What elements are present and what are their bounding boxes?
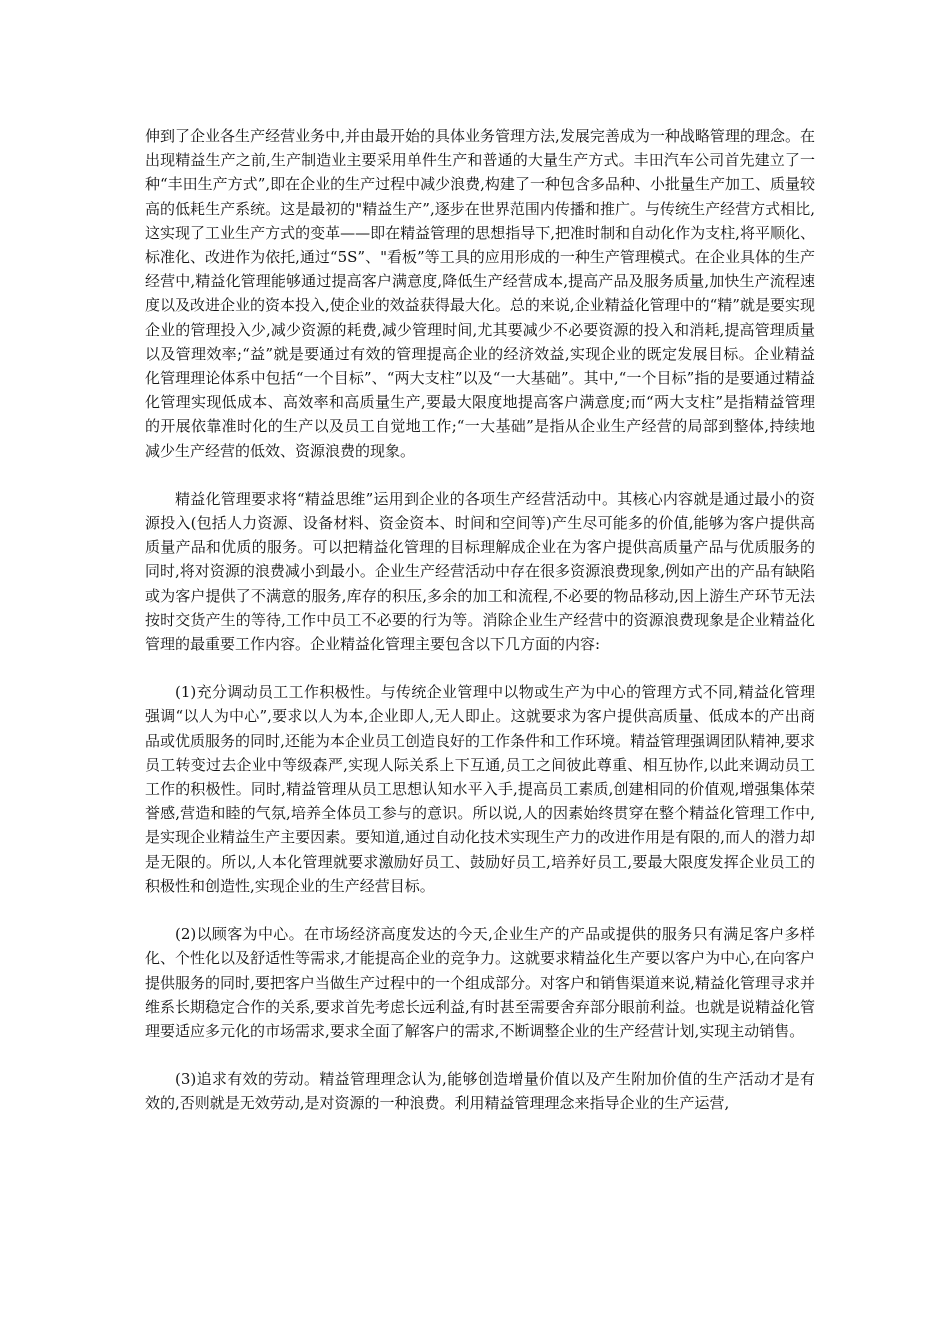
- paragraph-lean-thinking: 精益化管理要求将“精益思维”运用到企业的各项生产经营活动中。其核心内容就是通过最小的资源投入(包括人力资源、设备材料、资金资本、时间和空间等)产生尽可能多的价值,能够为客户提供高质量产品和优质的服务。可以把精益化管理的目标理解成企业在为客户提供高质量产品与优质服务的同时,将对资源的浪费减小到最小。企业生产经营活动中存在很多资源浪费现象,例如产出的产品有缺陷或为客户提供了不满意的服务,库存的积压,多余的加工和流程,不必要的物品移动,因上游生产环节无法按时交货产生的等待,工作中员工不必要的行为等。消除企业生产经营中的资源浪费现象是企业精益化管理的最重要工作内容。企业精益化管理主要包含以下几方面的内容:: [145, 489, 815, 654]
- paragraph-item-3: (3)追求有效的劳动。精益管理理念认为,能够创造增量价值以及产生附加价值的生产活动才是有效的,否则就是无效劳动,是对资源的一种浪费。利用精益管理理念来指导企业的生产运营,: [145, 1070, 815, 1113]
- document-body: [145, 124, 815, 1140]
- paragraph-item-2: (2)以顾客为中心。在市场经济高度发达的今天,企业生产的产品或提供的服务只有满足客户多样化、个性化以及舒适性等需求,才能提高企业的竞争力。这就要求精益化生产要以客户为中心,在向客户提供服务的同时,要把客户当做生产过程中的一个组成部分。对客户和销售渠道来说,精益化管理寻求并维系长期稳定合作的关系,要求首先考虑长远利益,有时甚至需要舍弃部分眼前利益。也就是说精益化管理要适应多元化的市场需求,要求全面了解客户的需求,不断调整企业的生产经营计划,实现主动销售。: [145, 925, 815, 1040]
- paragraph-item-1: (1)充分调动员工工作积极性。与传统企业管理中以物或生产为中心的管理方式不同,精益化管理强调“以人为中心”,要求以人为本,企业即人,无人即止。这就要求为客户提供高质量、低成本的产出商品或优质服务的同时,还能为本企业员工创造良好的工作条件和工作环境。精益管理强调团队精神,要求员工转变过去企业中等级森严,实现人际关系上下互通,员工之间彼此尊重、相互协作,以此来调动员工工作的积极性。同时,精益管理从员工思想认知水平入手,提高员工素质,创建相同的价值观,增强集体荣誉感,营造和睦的气氛,培养全体员工参与的意识。所以说,人的因素始终贯穿在整个精益化管理工作中,是实现企业精益生产主要因素。要知道,通过自动化技术实现生产力的改进作用是有限的,而人的潜力却是无限的。所以,人本化管理就要求激励好员工、鼓励好员工,培养好员工,要最大限度发挥企业员工的积极性和创造性,实现企业的生产经营目标。: [145, 683, 815, 895]
- paragraph-continuation: 伸到了企业各生产经营业务中,并由最开始的具体业务管理方法,发展完善成为一种战略管理的理念。在出现精益生产之前,生产制造业主要采用单件生产和普通的大量生产方式。丰田汽车公司首先建立了一种“丰田生产方式”,即在企业的生产过程中减少浪费,构建了一种包含多品种、小批量生产加工、质量较高的低耗生产系统。这是最初的"精益生产”,逐步在世界范围内传播和推广。与传统生产经营方式相比,这实现了工业生产方式的变革——即在精益管理的思想指导下,把准时制和自动化作为支柱,将平顺化、标准化、改进作为依托,通过“5S”、"看板”等工具的应用形成的一种生产管理模式。在企业具体的生产经营中,精益化管理能够通过提高客户满意度,降低生产经营成本,提高产品及服务质量,加快生产流程速度以及改进企业的资本投入,使企业的效益获得最大化。总的来说,企业精益化管理中的“精”就是要实现企业的管理投入少,减少资源的耗费,减少管理时间,尤其要减少不必要资源的投入和消耗,提高管理质量以及管理效率;“益”就是要通过有效的管理提高企业的经济效益,实现企业的既定发展目标。企业精益化管理理论体系中包括“一个目标”、“两大支柱”以及“一大基础”。其中,“一个目标”指的是要通过精益化管理实现低成本、高效率和高质量生产,要最大限度地提高客户满意度;而“两大支柱”是指精益管理的开展依靠准时化的生产以及员工自觉地工作;“一大基础”是指从企业生产经营的局部到整体,持续地减少生产经营的低效、资源浪费的现象。: [145, 127, 815, 460]
